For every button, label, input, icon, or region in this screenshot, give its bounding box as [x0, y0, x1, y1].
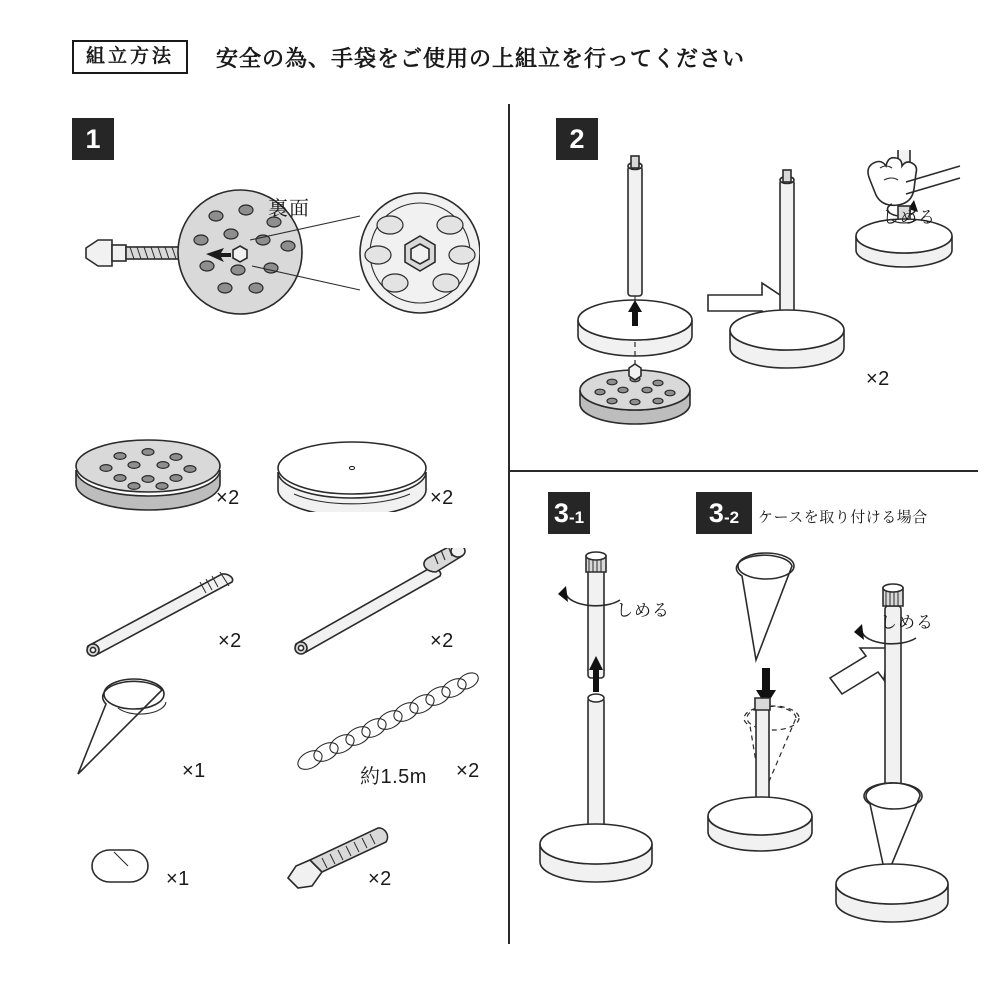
part-base-cover-qty: ×2: [430, 487, 454, 509]
part-cone-case-qty: ×1: [182, 760, 206, 782]
part-lower-pole-qty: ×2: [218, 630, 242, 652]
header-badge: 組立方法: [72, 40, 188, 74]
step-2-tighten-label: しめる: [882, 208, 936, 227]
bolt-icon: [86, 240, 188, 266]
step-3-2-diagram: [700, 548, 990, 938]
part-chain-qty: ×2: [456, 760, 480, 782]
vertical-divider: [508, 104, 510, 944]
step-1-chip: [72, 118, 114, 160]
step-2-qty: ×2: [866, 368, 890, 390]
step-3-1-number: 3: [553, 497, 569, 528]
part-bolt-icon: [278, 822, 418, 902]
step-3-2-sub: -2: [723, 507, 740, 527]
step-3-2-caption: ケースを取り付ける場合: [758, 509, 928, 526]
back-side-label: 裏面: [268, 198, 310, 220]
part-cone-case-icon: [66, 678, 186, 788]
part-weight-plate-icon: [68, 424, 228, 514]
step-3-1-tighten-label: しめる: [616, 601, 670, 620]
step2-exploded: [578, 156, 692, 424]
part-weight-plate-qty: ×2: [216, 487, 240, 509]
part-upper-pole-qty: ×2: [430, 630, 454, 652]
part-chain-length: 約1.5m: [360, 766, 427, 788]
step-1-number: 1: [85, 123, 101, 154]
step-3-2-chip: [696, 492, 752, 534]
step-3-2-tighten-label: しめる: [880, 613, 934, 632]
step-2-number: 2: [569, 123, 585, 154]
step-3-1-chip: [548, 492, 590, 534]
part-base-cover-icon: [272, 432, 432, 512]
step2-assembled: [730, 170, 844, 368]
step-3-1-sub: -1: [568, 507, 585, 527]
part-bolt-qty: ×2: [368, 868, 392, 890]
part-s-hook-icon: [72, 836, 172, 896]
step-2-diagram: [540, 150, 990, 450]
header-note: 安全の為、手袋をご使用の上組立を行ってください: [216, 45, 746, 71]
part-s-hook-qty: ×1: [166, 868, 190, 890]
underside-detail: [360, 193, 480, 313]
horizontal-divider: [508, 470, 978, 472]
header: [72, 40, 745, 74]
step-3-2-number: 3: [708, 497, 724, 528]
